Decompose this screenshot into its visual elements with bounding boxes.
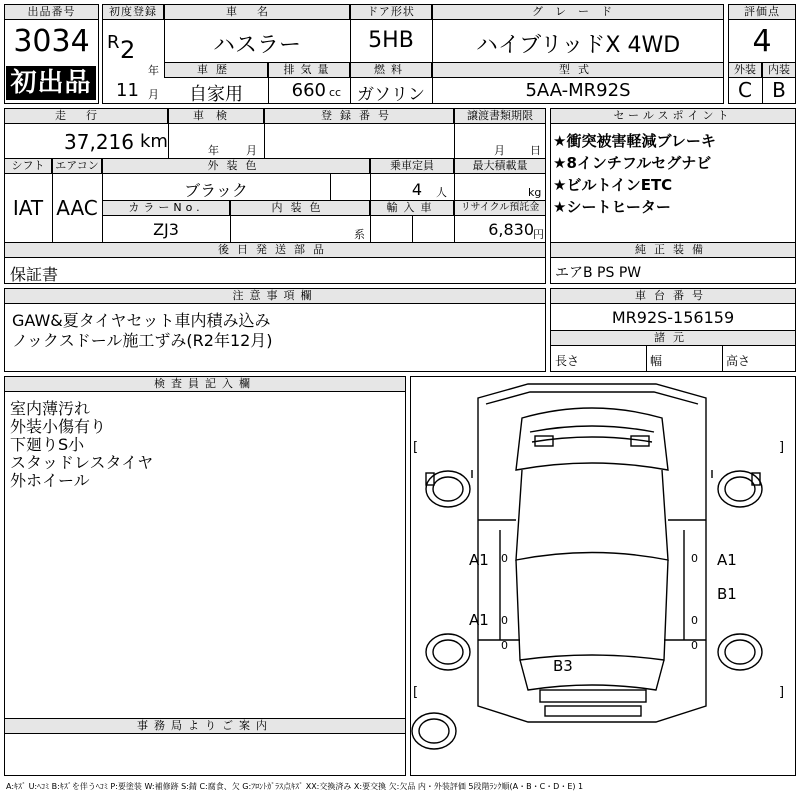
bracket-mark: [ [413,440,419,455]
chassis-number: MR92S-156159 [611,308,735,327]
shift-header: シフト [4,158,52,174]
exterior-color-header: 外装色 [102,158,370,174]
grade-header: グレード [432,4,724,20]
import-header: 輸入車 [370,200,454,216]
bracket-mark: ] [779,440,785,455]
zero-mark: 0 [501,639,508,652]
color-number: ZJ3 [153,220,179,239]
displacement: 660 [291,80,326,101]
damage-mark: A1 [717,551,737,569]
shift: IAT [12,196,44,220]
interior-header: 内装 [762,62,796,78]
sales-point: ★ビルトインETC [553,176,673,194]
notes-header: 注意事項欄 [4,288,546,304]
zero-mark: 0 [501,614,508,627]
history-header: 車歴 [164,62,268,78]
fuel-header: 燃料 [350,62,432,78]
mileage-header: 走行 [4,108,168,124]
standard-equipment-header: 純正装備 [550,242,796,258]
door-type: 5HB [368,28,414,53]
fuel: ガソリン [357,85,425,105]
color-number-header: カラーNo. [102,200,230,216]
height-label: 高さ [726,354,751,368]
length-label: 長さ [555,354,580,368]
zero-mark: 0 [501,552,508,565]
exterior-color: ブラック [184,181,248,200]
inspector-line: 外ホイール [10,471,90,490]
capacity-unit: 人 [436,186,447,199]
interior-color-header: 内装色 [230,200,370,216]
history: 自家用 [189,84,243,105]
score: 4 [752,24,772,59]
recycle-deposit-header: リサイクル預託金 [454,200,546,216]
damage-mark: B3 [553,657,573,675]
registration-number-header: 登録番号 [264,108,454,124]
month-unit: 月 [148,88,159,101]
inspector-line: 下廻りS小 [10,435,85,454]
capacity-header: 乗車定員 [370,158,454,174]
exterior-grade: C [738,78,752,102]
zero-mark: 0 [691,552,698,565]
interior-color-unit: 系 [354,228,365,241]
load-unit: kg [528,186,542,199]
post-shipment-item: 保証書 [10,265,59,284]
capacity: 4 [411,180,422,199]
displacement-header: 排気量 [268,62,350,78]
sales-point: ★衝突被害軽減ブレーキ [553,132,716,150]
first-registration-month: 11 [116,80,139,101]
lot-number-header: 出品番号 [4,4,99,20]
model-code: 5AA-MR92S [525,80,631,101]
era: R [107,32,120,53]
legend: A:ｷｽﾞ U:ﾍｺﾐ B:ｷｽﾞを伴うﾍｺﾐ P:要塗装 W:補修跡 S:錆 C:腐食、欠 G:ﾌﾛﾝﾄｶﾞﾗｽ点ｷｽﾞ XX:交換済み X:要交換 欠:欠品 内・外装評価 5段階ﾗﾝｸ順(A・B・C・D・E) 1 [6,782,584,791]
exterior-header: 外装 [728,62,762,78]
zero-mark: 0 [691,639,698,652]
mileage-unit: km [140,131,168,152]
note-line: GAW&夏タイヤセット車内積み込み [12,311,271,330]
mileage: 37,216 [64,130,134,154]
transfer-day-unit: 日 [530,144,541,157]
sales-point: ★シートヒーター [553,198,671,216]
bracket-mark: ] [779,685,785,700]
door-header: ドア形状 [350,4,432,20]
first-listing-badge: 初出品 [6,66,96,100]
car-name: ハスラー [212,33,301,58]
inspection-header: 車検 [168,108,264,124]
width-label: 幅 [650,354,663,368]
inspector-header: 検査員記入欄 [4,376,406,392]
inspection-month-unit: 月 [246,144,257,157]
year-unit: 年 [148,64,159,77]
car-body-diagram [410,376,796,776]
transfer-deadline-header: 譲渡書類期限 [454,108,546,124]
grade: ハイブリッドX 4WD [475,33,681,58]
recycle-unit: 円 [533,228,544,241]
score-header: 評価点 [728,4,796,20]
specs-header: 諸元 [550,330,796,346]
office-notice-header: 事務局よりご案内 [4,718,406,734]
inspector-line: 室内薄汚れ [10,399,91,418]
damage-mark: A1 [469,551,489,569]
model-header: 型式 [432,62,724,78]
post-shipment-header: 後日発送部品 [4,242,546,258]
recycle-deposit: 6,830 [488,220,534,239]
ac-header: エアコン [52,158,102,174]
inspector-line: スタッドレスタイヤ [10,453,154,472]
damage-mark: B1 [717,585,737,603]
lot-number: 3034 [13,24,90,59]
inspector-line: 外装小傷有り [10,417,107,436]
ac: AAC [56,196,98,220]
interior-grade: B [772,78,786,102]
first-registration-header: 初度登録 [102,4,164,20]
max-load-header: 最大積載量 [454,158,546,174]
chassis-header: 車台番号 [550,288,796,304]
zero-mark: 0 [691,614,698,627]
sales-points-header: セールスポイント [550,108,796,124]
standard-equipment: エアB PS PW [555,265,642,281]
damage-mark: A1 [469,611,489,629]
displacement-unit: cc [329,86,342,99]
car-name-header: 車名 [164,4,350,20]
note-line: ノックスドール施工ずみ(R2年12月) [12,331,273,350]
damage-diagram-box [410,376,796,776]
inspection-year-unit: 年 [208,144,219,157]
first-registration-year: 2 [120,36,136,64]
bracket-mark: [ [413,685,419,700]
transfer-month-unit: 月 [494,144,505,157]
sales-point: ★8インチフルセグナビ [553,154,712,172]
